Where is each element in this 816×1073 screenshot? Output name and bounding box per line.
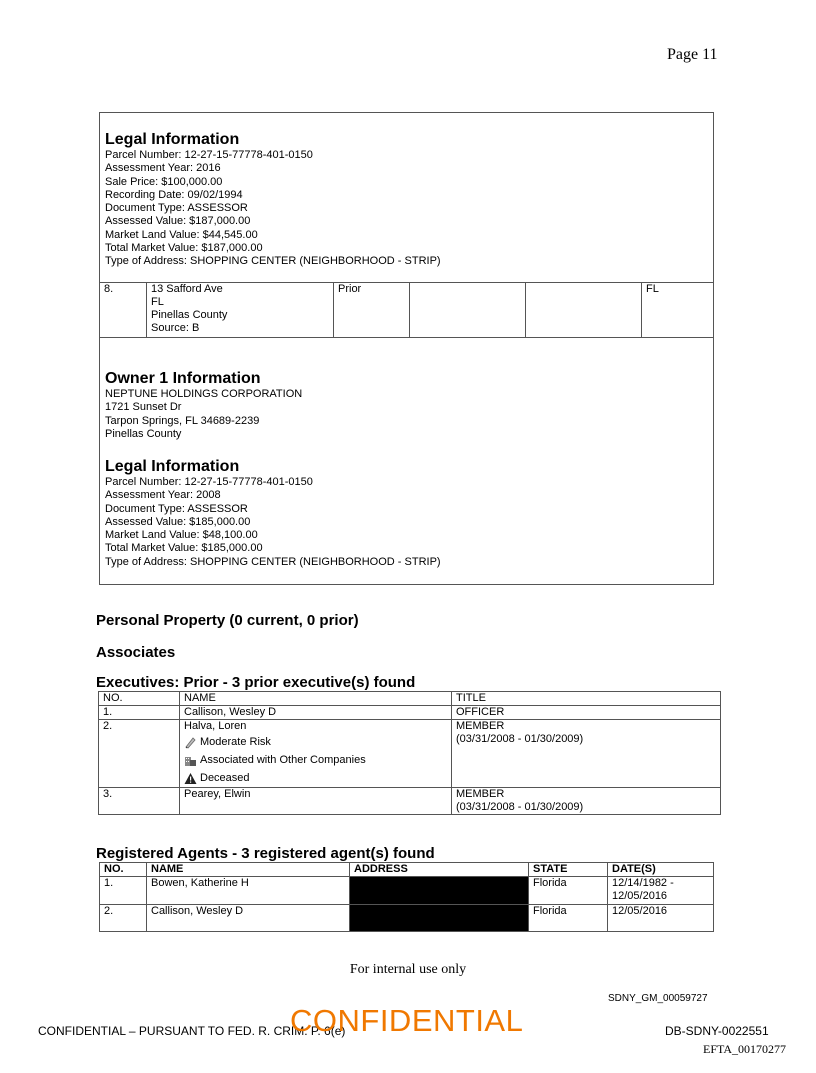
table-row — [100, 877, 714, 905]
document-type: Document Type: ASSESSOR — [105, 502, 248, 515]
col-dates: DATE(S) — [608, 863, 714, 877]
property-row-table — [99, 282, 714, 338]
row-state: Florida — [529, 905, 608, 932]
row-name[interactable]: Callison, Wesley D — [147, 905, 350, 932]
confidential-notice: CONFIDENTIAL – PURSUANT TO FED. R. CRIM. P. 6(e) — [38, 1024, 346, 1038]
owner-legal-box — [99, 337, 714, 585]
col-no: NO. — [100, 863, 147, 877]
bates-number-1: SDNY_GM_00059727 — [608, 993, 708, 1004]
warning-icon — [184, 772, 197, 785]
legal-info-title: Legal Information — [105, 131, 240, 148]
parcel-number: Parcel Number: 12-27-15-77778-401-0150 — [105, 149, 313, 161]
internal-use-note: For internal use only — [349, 962, 467, 977]
table-row — [99, 788, 721, 815]
pen-icon — [184, 736, 197, 749]
executives-table — [98, 691, 721, 815]
redacted-address — [350, 905, 529, 932]
owner-info-title: Owner 1 Information — [105, 370, 261, 387]
personal-property-heading: Personal Property (0 current, 0 prior) — [96, 612, 359, 629]
date-line: 12/05/2016 — [612, 890, 668, 902]
market-land-value: Market Land Value: $48,100.00 — [105, 529, 258, 542]
parcel-number: Parcel Number: 12-27-15-77778-401-0150 — [105, 476, 313, 488]
date-line: 12/14/1982 - — [612, 877, 674, 889]
legal-info-title-2: Legal Information — [105, 458, 240, 475]
table-row — [100, 283, 714, 338]
total-market-value: Total Market Value: $187,000.00 — [105, 242, 263, 255]
address-line: FL — [151, 296, 164, 308]
property-state: FL — [642, 283, 714, 338]
flag-label: Deceased — [200, 771, 250, 784]
table-header-row — [99, 692, 721, 706]
col-title: TITLE — [452, 692, 721, 706]
row-no: 2. — [100, 905, 147, 932]
col-address: ADDRESS — [350, 863, 529, 877]
flag-moderate-risk — [184, 733, 447, 751]
type-of-address: Type of Address: SHOPPING CENTER (NEIGHBORHOOD - STRIP) — [105, 255, 441, 268]
recording-date: Recording Date: 09/02/1994 — [105, 188, 243, 201]
legal-info-lines-2 — [105, 476, 441, 569]
table-row — [100, 905, 714, 932]
property-empty-1 — [410, 283, 526, 338]
row-dates: (03/31/2008 - 01/30/2009) — [456, 801, 584, 813]
flag-label: Associated with Other Companies — [200, 753, 366, 766]
type-of-address: Type of Address: SHOPPING CENTER (NEIGHBORHOOD - STRIP) — [105, 555, 441, 568]
property-address — [147, 283, 334, 338]
table-row — [99, 706, 721, 720]
row-name[interactable]: Pearey, Elwin — [180, 788, 452, 815]
address-line: 13 Safford Ave — [151, 283, 223, 295]
page-number: Page 11 — [667, 46, 718, 63]
redacted-address — [350, 877, 529, 905]
row-no: 1. — [100, 877, 147, 905]
flag-deceased — [184, 769, 447, 787]
row-title-cell — [452, 720, 721, 788]
legal-info-box-1 — [99, 112, 714, 283]
assessed-value: Assessed Value: $187,000.00 — [105, 215, 251, 228]
row-name[interactable]: Halva, Loren — [184, 720, 247, 732]
owner-city: Tarpon Springs, FL 34689-2239 — [105, 414, 260, 427]
executives-heading: Executives: Prior - 3 prior executive(s) found — [96, 674, 416, 691]
row-no: 1. — [99, 706, 180, 720]
row-name[interactable]: Bowen, Katherine H — [147, 877, 350, 905]
confidential-stamp: CONFIDENTIAL — [290, 1003, 524, 1038]
bates-number-3: EFTA_00170277 — [703, 1042, 787, 1056]
address-line: Pinellas County — [151, 309, 228, 321]
legal-info-lines — [105, 149, 441, 269]
property-empty-2 — [526, 283, 642, 338]
col-no: NO. — [99, 692, 180, 706]
address-line: Source: B — [151, 322, 200, 334]
registered-agents-heading: Registered Agents - 3 registered agent(s) found — [96, 845, 435, 862]
total-market-value: Total Market Value: $185,000.00 — [105, 542, 263, 555]
row-name-cell — [180, 720, 452, 788]
assessed-value: Assessed Value: $185,000.00 — [105, 515, 251, 528]
flag-label: Moderate Risk — [200, 735, 271, 748]
flag-associated — [184, 751, 447, 769]
col-name: NAME — [147, 863, 350, 877]
row-title: MEMBER — [456, 788, 505, 800]
owner-info-lines — [105, 388, 302, 441]
owner-street: 1721 Sunset Dr — [105, 401, 182, 414]
col-name: NAME — [180, 692, 452, 706]
buildings-icon — [184, 754, 197, 767]
col-state: STATE — [529, 863, 608, 877]
row-state: Florida — [529, 877, 608, 905]
sale-price: Sale Price: $100,000.00 — [105, 175, 223, 188]
owner-name: NEPTUNE HOLDINGS CORPORATION — [105, 388, 303, 400]
bates-number-2: DB-SDNY-0022551 — [665, 1024, 769, 1038]
row-dates: (03/31/2008 - 01/30/2009) — [456, 733, 584, 745]
row-dates — [608, 877, 714, 905]
row-dates: 12/05/2016 — [608, 905, 714, 932]
property-status: Prior — [334, 283, 410, 338]
row-title: MEMBER — [456, 720, 505, 732]
market-land-value: Market Land Value: $44,545.00 — [105, 228, 258, 241]
agents-table — [99, 862, 714, 932]
associates-heading: Associates — [96, 644, 176, 661]
assessment-year: Assessment Year: 2016 — [105, 162, 221, 175]
row-no: 3. — [99, 788, 180, 815]
row-title-cell — [452, 788, 721, 815]
owner-county: Pinellas County — [105, 427, 182, 440]
property-no: 8. — [100, 283, 147, 338]
document-type: Document Type: ASSESSOR — [105, 202, 248, 215]
table-row — [99, 720, 721, 788]
row-no: 2. — [99, 720, 180, 788]
assessment-year: Assessment Year: 2008 — [105, 489, 221, 502]
row-name[interactable]: Callison, Wesley D — [180, 706, 452, 720]
row-title: OFFICER — [452, 706, 721, 720]
table-header-row — [100, 863, 714, 877]
